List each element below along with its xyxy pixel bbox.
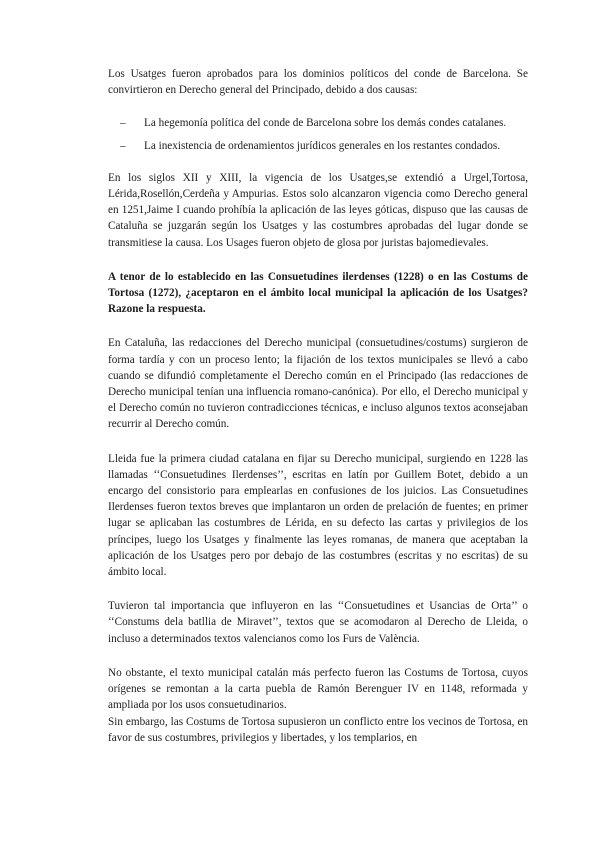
list-item bbox=[108, 115, 528, 131]
list-item-text: La hegemonía política del conde de Barcelona sobre los demás condes catalanes. bbox=[144, 117, 507, 130]
document-page bbox=[108, 66, 528, 746]
paragraph-derecho-municipal: En Cataluña, las redacciones del Derecho municipal (consuetudines/costums) surgieron de forma tardía y con un proceso lento; la fijación de los textos municipales se llevó a cabo cuando se difundió completamente el Derecho común en el Principado (las redacciones de Derecho municipal tenían una influencia romano-canónica). Por ello, el Derecho municipal y el Derecho común no tuvieron contradicciones técnicas, e incluso algunos textos aconsejaban recurrir al Derecho común. bbox=[108, 337, 528, 431]
paragraph-conflicto: Sin embargo, las Costums de Tortosa supusieron un conflicto entre los vecinos de Tortosa, en favor de sus costumbres, privilegios y libertades, y los templarios, en bbox=[108, 715, 528, 744]
paragraph-usatges-vigencia: En los siglos XII y XIII, la vigencia de los Usatges,se extendió a Urgel,Tortosa, Lérida,Rosellón,Cerdeña y Ampurias. Estos solo alcanzaron vigencia como Derecho general en 1251,Jaime I cuando prohíbía la aplicación de las leyes góticas, dispuso que las causas de Cataluña se juzgarán según los Usatges y las costumbres aprobadas del lugar donde se transmitiese la causa. Los Usages fueron objeto de glosa por juristas bajomedievales. bbox=[108, 171, 528, 249]
paragraph-intro: Los Usatges fueron aprobados para los dominios políticos del conde de Barcelona. Se convirtieron en Derecho general del Principado, debido a dos causas: bbox=[108, 68, 528, 97]
paragraph-costums-tortosa: No obstante, el texto municipal catalán más perfecto fueron las Costums de Tortosa, cuyos orígenes se remontan a la carta puebla de Ramón Berenguer IV en 1148, reformada y ampliada por los usos consuetudinarios. bbox=[108, 666, 528, 712]
bullet-dash: – bbox=[120, 139, 126, 152]
list-item bbox=[108, 138, 528, 154]
paragraph-lleida: Lleida fue la primera ciudad catalana en fijar su Derecho municipal, surgiendo en 1228 las llamadas ‘‘Consuetudines Ilerdenses’’, escritas en latín por Guillem Botet, debido a un encargo del consistorio para emplearlas en confusiones de los juicios. Las Consuetudines Ilerdenses fueron textos breves que implantaron un orden de prelación de fuentes; en primer lugar se aplicaban las costumbres de Lérida, en su defecto las cartas y privilegios de los príncipes, luego los Usatges y finalmente las leyes romanas, de manera que aceptaban la aplicación de los Usatges pero por debajo de las costumbres (escritas y no escritas) de su ámbito local. bbox=[108, 452, 528, 579]
paragraph-influencia: Tuvieron tal importancia que influyeron en las ‘‘Consuetudines et Usancias de Orta’’ o ‘‘Constums dela batllia de Miravet’’, textos que se acomodaron al Derecho de Lleida, o incluso a determinados textos valencianos como los Furs de València. bbox=[108, 600, 528, 645]
list-item-text: La inexistencia de ordenamientos jurídicos generales en los restantes condados. bbox=[144, 139, 501, 152]
question-heading: A tenor de lo establecido en las Consuetudines ilerdenses (1228) o en las Costums de Tortosa (1272), ¿aceptaron en el ámbito local municipal la aplicación de los Usatges? Razone la respuesta. bbox=[108, 270, 528, 316]
bullet-dash: – bbox=[120, 117, 126, 130]
causes-list bbox=[108, 115, 528, 153]
